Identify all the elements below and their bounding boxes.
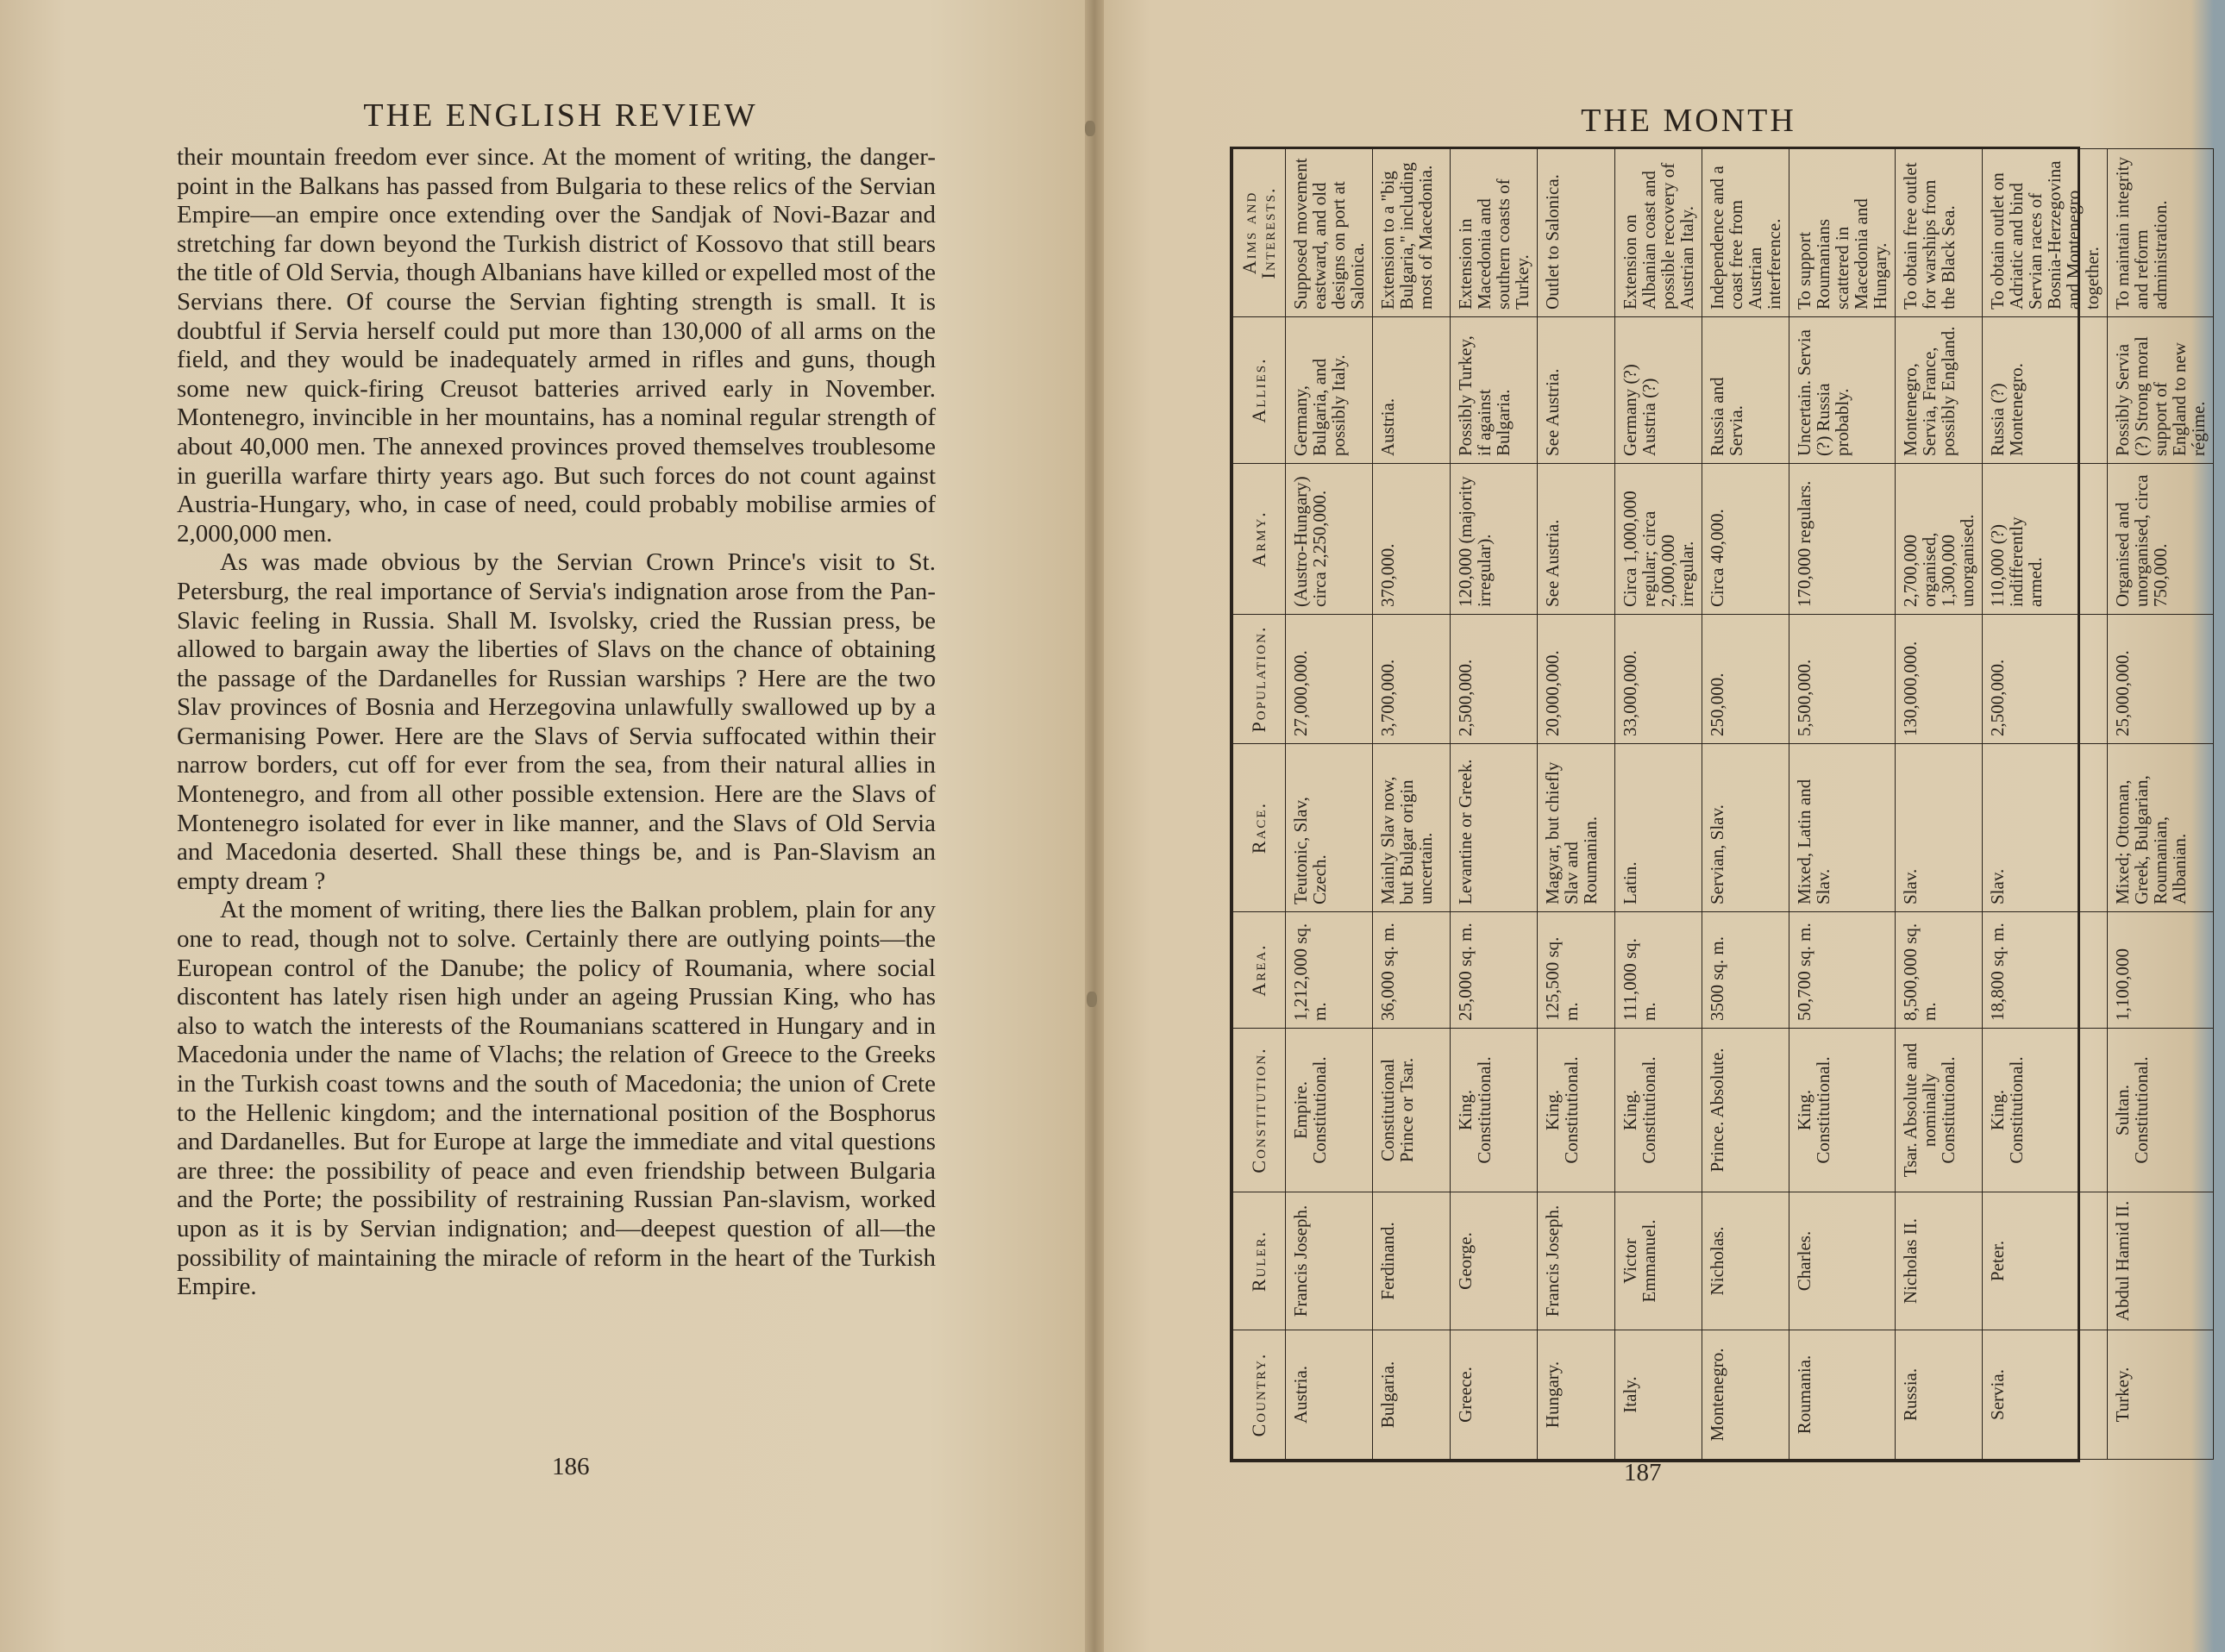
table-cell: Francis Joseph. (1286, 1192, 1373, 1330)
table-cell: Nicholas. (1702, 1192, 1789, 1330)
column-header: Population. (1233, 615, 1286, 744)
table-cell: Servian, Slav. (1702, 744, 1789, 912)
balkan-states-table-frame (1230, 147, 2209, 1462)
table-cell: Abdul Hamid II. (2108, 1192, 2214, 1330)
left-page (0, 0, 1094, 1652)
table-cell: To maintain integrity and reform administration. (2108, 149, 2214, 317)
table-cell: 1,100,000 (2108, 912, 2214, 1029)
table-cell: George. (1451, 1192, 1538, 1330)
table-cell: 8,500,000 sq. m. (1896, 912, 1983, 1029)
table-cell: Montenegro, Servia, France, possibly England. (1896, 317, 1983, 464)
table-cell: Victor Emmanuel. (1615, 1192, 1702, 1330)
table-row (1373, 149, 1451, 1460)
table-cell: 50,700 sq. m. (1789, 912, 1896, 1029)
binding-stitch-mark (1085, 121, 1095, 136)
table-cell: Charles. (1789, 1192, 1896, 1330)
table-cell: Turkey. (2108, 1330, 2214, 1460)
table-cell: Austria. (1286, 1330, 1373, 1460)
table-row (1538, 149, 1615, 1460)
table-cell: Circa 40,000. (1702, 464, 1789, 615)
table-row (1896, 149, 1983, 1460)
table-cell: King. Constitutional. (1451, 1029, 1538, 1192)
table-cell: Extension on Albanian coast and possible recovery of Austrian Italy. (1615, 149, 1702, 317)
table-cell: 120,000 (majority irregular). (1451, 464, 1538, 615)
table-cell: Montenegro. (1702, 1330, 1789, 1460)
table-cell: Peter. (1983, 1192, 2108, 1330)
table-cell: Possibly Turkey, if against Bulgaria. (1451, 317, 1538, 464)
page-number-right: 187 (1624, 1459, 1662, 1486)
table-cell: Teutonic, Slav, Czech. (1286, 744, 1373, 912)
table-cell: Constitutional Prince or Tsar. (1373, 1029, 1451, 1192)
table-cell: Extension to a "big Bulgaria," including most of Macedonia. (1373, 149, 1451, 317)
table-cell: See Austria. (1538, 317, 1615, 464)
table-cell: Servia. (1983, 1330, 2108, 1460)
table-cell: Extension in Macedonia and southern coasts of Turkey. (1451, 149, 1538, 317)
table-row (1286, 149, 1373, 1460)
table-cell: 3,700,000. (1373, 615, 1451, 744)
table-cell: Ferdinand. (1373, 1192, 1451, 1330)
table-cell: Tsar. Absolute and nominally Constitutional. (1896, 1029, 1983, 1192)
column-header: Constitution. (1233, 1029, 1286, 1192)
table-cell: Germany (?) Austria (?) (1615, 317, 1702, 464)
table-cell: 5,500,000. (1789, 615, 1896, 744)
table-cell: Russia and Servia. (1702, 317, 1789, 464)
table-cell: To obtain free outlet for warships from the Black Sea. (1896, 149, 1983, 317)
table-cell: 130,000,000. (1896, 615, 1983, 744)
table-cell: 1,212,000 sq. m. (1286, 912, 1373, 1029)
table-cell: To obtain outlet on Adriatic and bind Servian races of Bosnia-Herzegovina and Montenegro together. (1983, 149, 2108, 317)
table-row (1702, 149, 1789, 1460)
table-cell: Mainly Slav now, but Bulgar origin uncertain. (1373, 744, 1451, 912)
table-cell: Organised and unorganised, circa 750,000. (2108, 464, 2214, 615)
paragraph-2: As was made obvious by the Servian Crown Prince's visit to St. Petersburg, the real importance of Servia's indignation arose from the Pan-Slavic feeling in Russia. Shall M. Isvolsky, cried the Russian press, be allowed to bargain away the liberties of Slavs on the chance of obtaining the passage of the Dardanelles for Russian warships ? Here are the two Slav provinces of Bosnia and Herzegovina unlawfully swallowed up by a Germanising Power. Here are the Slavs of Servia suffocated within their narrow borders, cut off for ever from the sea, from their natural allies in Montenegro, and from all other possible extension. Here are the Slavs of Montenegro isolated for ever in like manner, and the Slavs of Old Servia and Macedonia deserted. Shall these things be, and is Pan-Slavism an empty dream ? (177, 548, 936, 895)
table-cell: Independence and a coast free from Austrian interference. (1702, 149, 1789, 317)
table-row (1983, 149, 2108, 1460)
column-header: Allies. (1233, 317, 1286, 464)
table-header-row (1233, 149, 1286, 1460)
table-cell: King. Constitutional. (1983, 1029, 2108, 1192)
table-cell: Bulgaria. (1373, 1330, 1451, 1460)
table-row (1451, 149, 1538, 1460)
table-row (2108, 149, 2214, 1460)
page-number-left: 186 (552, 1453, 590, 1480)
table-cell: 3500 sq. m. (1702, 912, 1789, 1029)
binding-stitch-mark (1087, 992, 1097, 1007)
table-cell: Nicholas II. (1896, 1192, 1983, 1330)
table-cell: 20,000,000. (1538, 615, 1615, 744)
table-cell: Russia (?) Montenegro. (1983, 317, 2108, 464)
table-cell: 2,500,000. (1451, 615, 1538, 744)
table-cell: Mixed; Ottoman, Greek, Bulgarian, Roumanian, Albanian. (2108, 744, 2214, 912)
table-row (1615, 149, 1702, 1460)
right-page (1094, 0, 2225, 1652)
table-cell: Outlet to Salonica. (1538, 149, 1615, 317)
table-cell: King. Constitutional. (1615, 1029, 1702, 1192)
table-row (1789, 149, 1896, 1460)
table-cell: Roumania. (1789, 1330, 1896, 1460)
left-body-text (177, 143, 936, 1302)
table-cell: Mixed, Latin and Slav. (1789, 744, 1896, 912)
table-cell: Sultan. Constitutional. (2108, 1029, 2214, 1192)
table-body (1286, 149, 2214, 1460)
table-cell: Latin. (1615, 744, 1702, 912)
table-cell: King. Constitutional. (1538, 1029, 1615, 1192)
table-cell: Prince. Absolute. (1702, 1029, 1789, 1192)
table-cell: Circa 1,000,000 regular; circa 2,000,000 irregular. (1615, 464, 1702, 615)
balkan-states-table (1232, 148, 2214, 1460)
table-cell: Magyar, but chiefly Slav and Roumanian. (1538, 744, 1615, 912)
table-cell: Italy. (1615, 1330, 1702, 1460)
table-cell: Slav. (1983, 744, 2108, 912)
table-cell: Slav. (1896, 744, 1983, 912)
column-header: Ruler. (1233, 1192, 1286, 1330)
table-cell: King. Constitutional. (1789, 1029, 1896, 1192)
table-cell: Austria. (1373, 317, 1451, 464)
table-cell: 25,000 sq. m. (1451, 912, 1538, 1029)
table-cell: 110,000 (?) indifferently armed. (1983, 464, 2108, 615)
running-head-right: THE MONTH (1581, 103, 1796, 139)
table-cell: Levantine or Greek. (1451, 744, 1538, 912)
table-cell: 2,500,000. (1983, 615, 2108, 744)
paragraph-3: At the moment of writing, there lies the Balkan problem, plain for any one to read, though not to solve. Certainly there are outlying points—the European control of the Danube; the policy of Roumania, where social discontent has lately risen high under an ageing Prussian King, who has also to watch the interests of the Roumanians scattered in Hungary and in Macedonia under the name of Vlachs; the relation of Greece to the Greeks in the Turkish coast towns and the south of Macedonia; the union of Crete to the Hellenic kingdom; and the international position of the Bosphorus and Dardanelles. But for Europe at large the immediate and vital questions are three: the possibility of peace and even friendship between Bulgaria and the Porte; the possibility of restraining Russian Pan-slavism, worked upon as it is by Servian indignation; and—deepest question of all—the possibility of maintaining the miracle of reform in the heart of the Turkish Empire. (177, 896, 936, 1301)
table-cell: Hungary. (1538, 1330, 1615, 1460)
paragraph-1: their mountain freedom ever since. At the moment of writing, the danger-point in the Balkans has passed from Bulgaria to these relics of the Servian Empire—an empire once extending over the Sandjak of Novi-Bazar and stretching far down beyond the Turkish district of Kossovo that still bears the title of Old Servia, though Albanians have killed or expelled most of the Servians there. Of course the Servian fighting strength is small. It is doubtful if Servia herself could put more than 130,000 of all arms on the field, and they would be inadequately armed in rifles and guns, though some new quick-firing Creusot batteries arrived early in November. Montenegro, invincible in her mountains, has a nominal regular strength of about 40,000 men. The annexed provinces proved themselves troublesome in guerilla warfare thirty years ago. But such forces do not count against Austria-Hungary, who, in case of need, could probably mobilise armies of 2,000,000 men. (177, 143, 936, 548)
column-header: Area. (1233, 912, 1286, 1029)
table-cell: See Austria. (1538, 464, 1615, 615)
table-cell: 36,000 sq. m. (1373, 912, 1451, 1029)
table-cell: Supposed movement eastward, and old designs on port at Salonica. (1286, 149, 1373, 317)
table-cell: Russia. (1896, 1330, 1983, 1460)
column-header: Race. (1233, 744, 1286, 912)
running-head-left: THE ENGLISH REVIEW (363, 97, 758, 134)
table-cell: 125,500 sq. m. (1538, 912, 1615, 1029)
table-cell: Francis Joseph. (1538, 1192, 1615, 1330)
table-cell: 111,000 sq. m. (1615, 912, 1702, 1029)
table-cell: Germany, Bulgaria, and possibly Italy. (1286, 317, 1373, 464)
table-cell: 18,800 sq. m. (1983, 912, 2108, 1029)
column-header: Aims and Interests. (1233, 149, 1286, 317)
table-cell: 2,700,000 organised, 1,300,000 unorganised. (1896, 464, 1983, 615)
table-cell: 27,000,000. (1286, 615, 1373, 744)
table-cell: Empire. Constitutional. (1286, 1029, 1373, 1192)
table-cell: Greece. (1451, 1330, 1538, 1460)
table-cell: 33,000,000. (1615, 615, 1702, 744)
table-cell: 250,000. (1702, 615, 1789, 744)
table-cell: To support Roumanians scattered in Macedonia and Hungary. (1789, 149, 1896, 317)
table-cell: 370,000. (1373, 464, 1451, 615)
table-cell: 170,000 regulars. (1789, 464, 1896, 615)
table-cell: 25,000,000. (2108, 615, 2214, 744)
column-header: Army. (1233, 464, 1286, 615)
table-cell: Uncertain. Servia (?) Russia probably. (1789, 317, 1896, 464)
table-cell: (Austro-Hungary) circa 2,250,000. (1286, 464, 1373, 615)
column-header: Country. (1233, 1330, 1286, 1460)
table-cell: Possibly Servia (?) Strong moral support of England to new régime. (2108, 317, 2214, 464)
book-gutter (1085, 0, 1104, 1652)
